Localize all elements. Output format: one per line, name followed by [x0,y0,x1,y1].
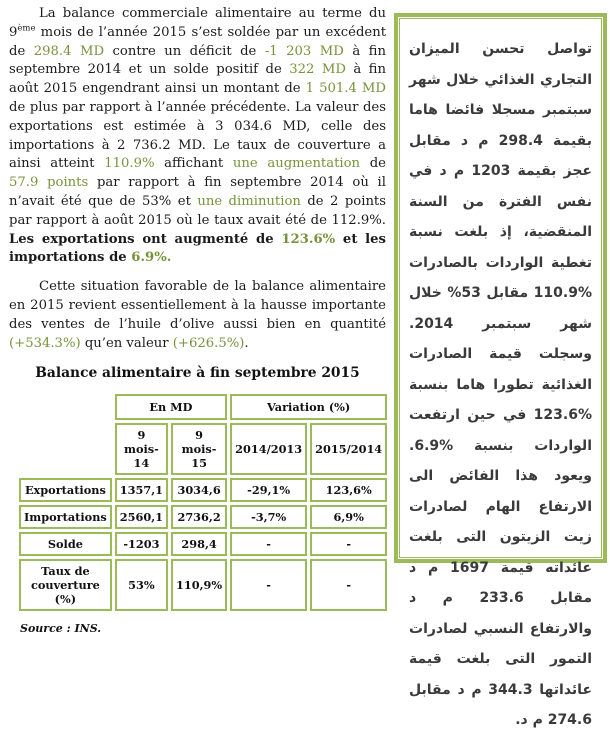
empty-corner-cell [19,394,112,420]
table-column-header-row [19,423,387,475]
row-label: Importations [19,505,112,529]
table-value: -3,7% [230,505,307,529]
text-segment: Cette situation favorable de la balance alimentaire en 2015 revient essentiellement à la hausse importante des ventes de l’huile d’olive aussi bien en quantité [9,279,386,332]
table-value: 2736,2 [171,505,227,529]
group-header-variation: Variation (%) [230,394,387,420]
column-header: 9 mois-15 [171,423,227,475]
table-group-header-row [19,394,387,420]
text-segment: et les importations de [9,231,386,266]
table-value: - [230,532,307,556]
table-title: Balance alimentaire à fin septembre 2015 [35,365,360,382]
highlighted-value: 57.9 points [9,175,89,191]
table-value: - [310,532,387,556]
table-value: - [310,559,387,611]
highlighted-value: (+534.3%) [9,335,81,351]
table-value: 6,9% [310,505,387,529]
table-row [19,559,387,611]
french-paragraphs [9,5,386,353]
highlighted-value: -1 203 MD [264,43,344,59]
highlighted-value: 6.9%. [131,250,172,266]
text-segment: qu’en valeur [80,335,173,351]
text-segment: de [360,156,386,172]
table-value: -29,1% [230,478,307,502]
highlighted-value: 1 501.4 MD [305,81,387,97]
highlighted-value: 298.4 MD [33,43,105,59]
paragraph [9,278,386,353]
column-header: 9 mois-14 [115,423,168,475]
table-row [19,505,387,529]
text-segment: Les exportations ont augmenté de [9,231,282,247]
table-value: 298,4 [171,532,227,556]
table-value: - [230,559,307,611]
text-segment: de plus par rapport à l’année précédente. La valeur des exportations est estimée à 3 034.6 MD, celle des importations à 2 736.2 MD. Le taux de couverture a ainsi atteint [9,99,386,172]
column-header: 2014/2013 [230,423,307,475]
text-segment: . [244,335,249,351]
balance-table [16,391,390,614]
paragraph [9,5,386,268]
highlighted-value: une augmentation [232,156,361,172]
text-segment: à fin septembre 2014 et un solde positif de [9,43,386,78]
table-row [19,532,387,556]
highlighted-value: une diminution [197,193,301,209]
highlighted-value: 322 MD [289,62,346,78]
table-value: 123,6% [310,478,387,502]
arabic-summary-text: تواصل تحسن الميزان التجاري الغذائي خلال شهر سبتمبر مسجلا فائضا هاما بقيمة 298.4 م د مقابل عجز بقيمة 1203 م د في نفس الفترة من السنة المنقضية، إذ بلغت نسبة تغطية الواردات بالصادرات %110.9 مقابل 53% خلال شهر سبتمبر 2014. وسجلت قيمة الصادرات الغذائية تطورا هاما بنسبة %123.6 في حين ارتفعت الواردات بنسبة %6.9. ويعود هذا الفائض الى الارتفاع الهام لصادرات زيت الزيتون التى بلغت عائداته قيمة 1697 م د مقابل 233.6 م د والارتفاع النسبي لصادرات التمور التى بلغت قيمة عائداتها 344.3 م د مقابل 274.6 م د. [409,41,593,728]
text-segment: à fin août 2015 engendrant ainsi un montant de [9,62,386,97]
highlighted-value: (+626.5%) [172,335,245,351]
french-article [9,5,386,635]
row-label: Exportations [19,478,112,502]
text-segment: contre un déficit de [104,43,265,59]
column-header: 2015/2014 [310,423,387,475]
table-value: 2560,1 [115,505,168,529]
table-row [19,478,387,502]
table-value: 53% [115,559,168,611]
text-segment: mois de l’année 2015 s’est soldée par un excédent de [9,24,386,59]
text-segment: ème [17,23,36,34]
text-segment: par rapport à fin septembre 2014 où il n’avait été que de 53% et [9,175,386,209]
table-value: -1203 [115,532,168,556]
highlighted-value: 110.9% [104,156,155,172]
empty-corner-cell [19,423,112,475]
row-label: Taux de couverture (%) [19,559,112,611]
source-note: Source : INS. [20,622,102,636]
group-header-en-md: En MD [115,394,227,420]
text-segment: La balance commerciale alimentaire au terme du 9 [9,6,386,40]
row-label: Solde [19,532,112,556]
table-value: 1357,1 [115,478,168,502]
highlighted-value: 123.6% [281,231,336,247]
table-value: 110,9% [171,559,227,611]
arabic-summary-panel [394,13,607,728]
text-segment: de 2 points par rapport à août 2015 où le taux avait été de 112.9%. [9,193,387,228]
arabic-summary-inner-border [399,18,602,728]
table-value: 3034,6 [171,478,227,502]
text-segment: affichant [154,156,233,172]
